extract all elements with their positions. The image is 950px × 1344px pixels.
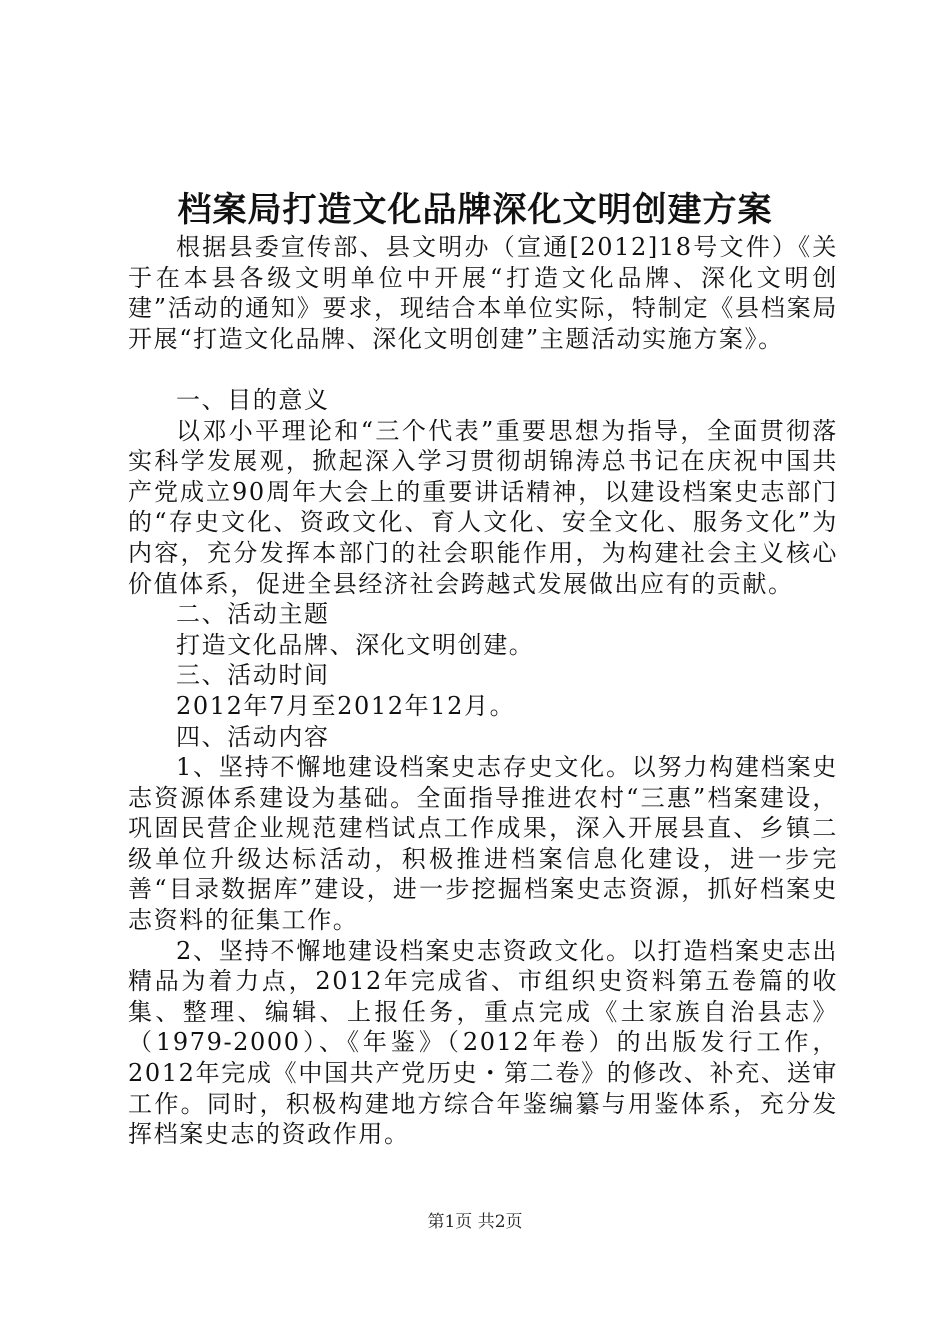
page-footer: 第1页 共2页 [427,1212,523,1232]
content-item-2: 2、坚持不懈地建设档案史志资政文化。以打造档案史志出精品为着力点，2012年完成省、市组织史资料第五卷篇的收集、整理、编辑、上报任务，重点完成《土家族自治县志》（1979-2000）、《年鉴》（2012年卷）的出版发行工作，2012年完成《中国共产党历史・第二卷》的修改、补充、送审工作。同时，积极构建地方综合年鉴编纂与用鉴体系，充分发挥档案史志的资政作用。 [128,936,838,1149]
section-heading-purpose: 一、目的意义 [176,385,330,414]
intro-paragraph: 根据县委宣传部、县文明办（宣通[2012]18号文件）《关于在本县各级文明单位中开展“打造文化品牌、深化文明创建”活动的通知》要求，现结合本单位实际，特制定《县档案局开展“打造文化品牌、深化文明创建”主题活动实施方案》。 [128,233,838,353]
section-paragraph-purpose: 以邓小平理论和“三个代表”重要思想为指导，全面贯彻落实科学发展观，掀起深入学习贯彻胡锦涛总书记在庆祝中国共产党成立90周年大会上的重要讲话精神，以建设档案史志部门的“存史文化、资政文化、育人文化、安全文化、服务文化”为内容，充分发挥本部门的社会职能作用，为构建社会主义核心价值体系，促进全县经济社会跨越式发展做出应有的贡献。 [128,416,838,598]
section-heading-theme: 二、活动主题 [176,600,330,629]
document-title: 档案局打造文化品牌深化文明创建方案 [177,190,773,230]
section-heading-content: 四、活动内容 [176,722,330,751]
section-paragraph-time: 2012年7月至2012年12月。 [176,691,516,720]
section-heading-time: 三、活动时间 [176,661,330,690]
section-paragraph-theme: 打造文化品牌、深化文明创建。 [176,630,535,659]
content-item-1: 1、坚持不懈地建设档案史志存史文化。以努力构建档案史志资源体系建设为基础。全面指导推进农村“三惠”档案建设，巩固民营企业规范建档试点工作成果，深入开展县直、乡镇二级单位升级达标活动，积极推进档案信息化建设，进一步完善“目录数据库”建设，进一步挖掘档案史志资源，抓好档案史志资料的征集工作。 [128,753,838,935]
document-body [128,232,838,1150]
